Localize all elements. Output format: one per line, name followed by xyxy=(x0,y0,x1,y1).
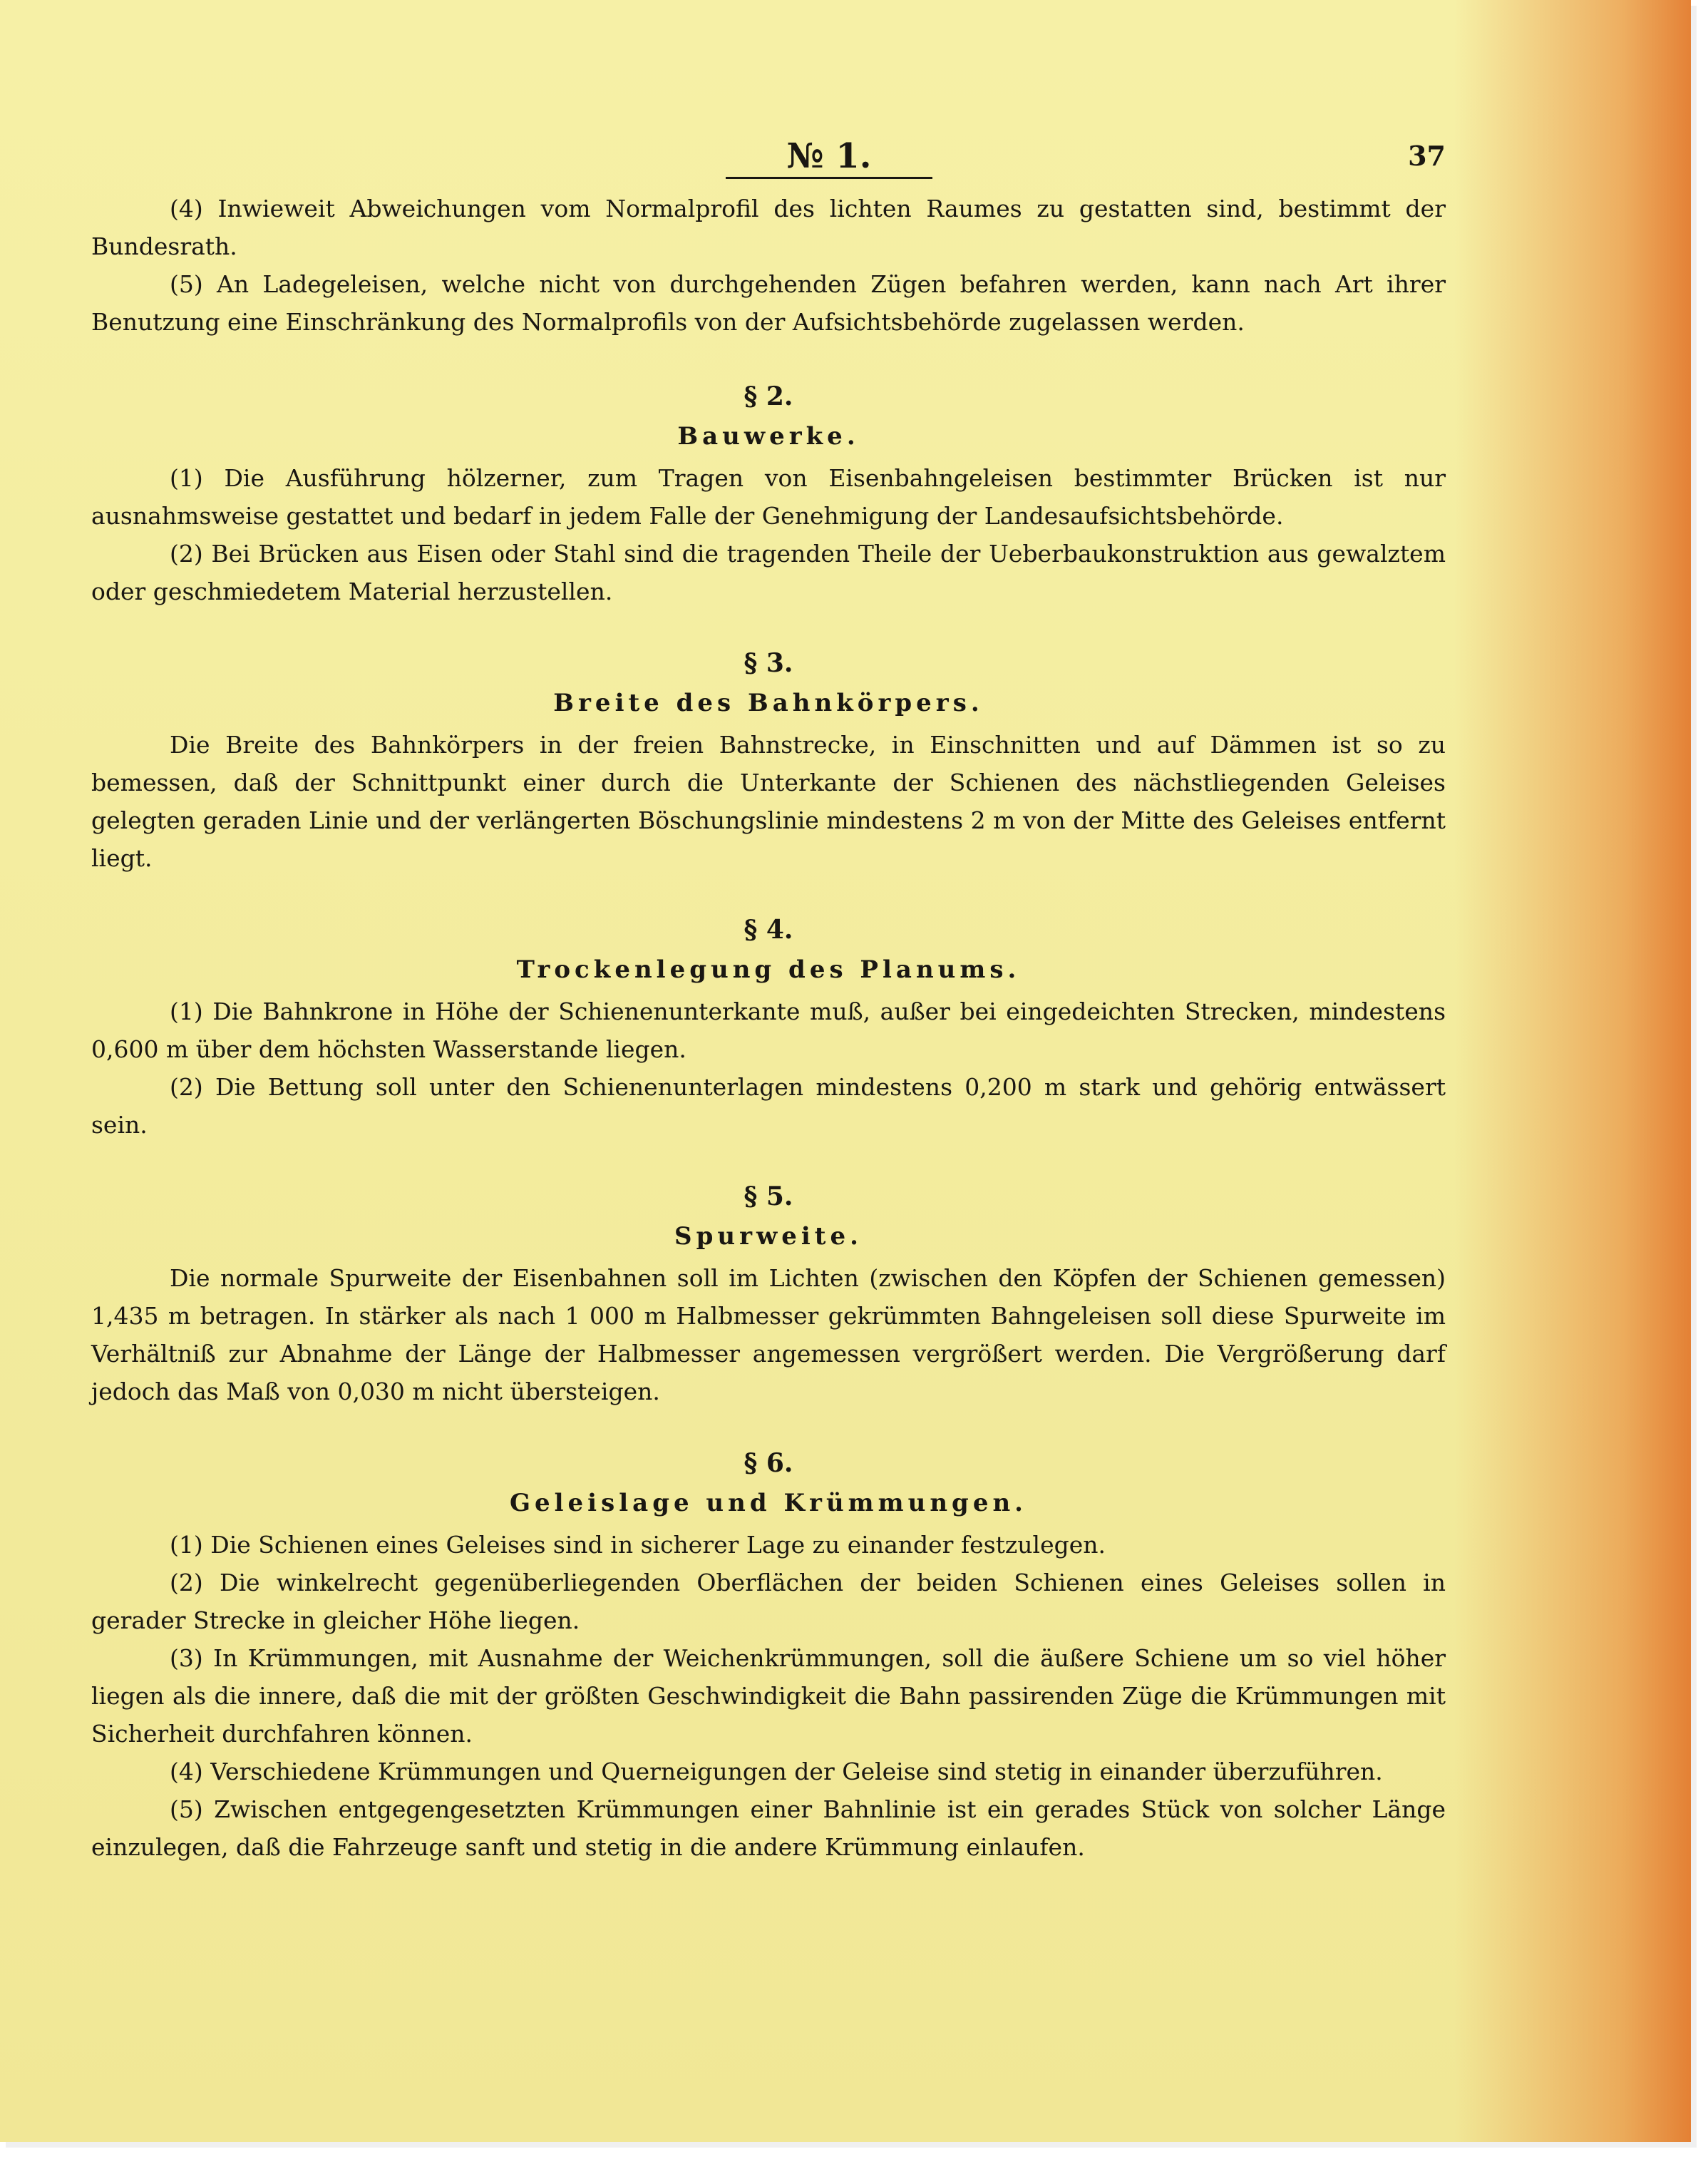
section-title-6: Geleislage und Krümmungen. xyxy=(509,1489,1028,1517)
paragraph-2-1: (1) Die Ausführung hölzerner, zum Tragen von Eisenbahngeleisen bestimmter Brücken ist nur ausnahmsweise gestattet und bedarf in jedem Falle der Genehmigung der Landesaufsichtsbehörde. xyxy=(91,464,1446,530)
paragraph-4-1: (1) Die Bahnkrone in Höhe der Schienenunterkante muß, außer bei eingedeichten Strecken, mindestens 0,600 m über dem höchsten Wasserstande liegen. xyxy=(91,998,1446,1063)
page-header xyxy=(91,135,1446,190)
section-title-3: Breite des Bahnkörpers. xyxy=(553,689,984,717)
paragraph-1-5: (5) An Ladegeleisen, welche nicht von durchgehenden Zügen befahren werden, kann nach Art ihrer Benutzung eine Einschränkung des Normalprofils von der Aufsichtsbehörde zugelassen werden. xyxy=(91,270,1446,336)
paragraph-6-4: (4) Verschiedene Krümmungen und Querneigungen der Geleise sind stetig in einander überzuführen. xyxy=(170,1758,1383,1785)
paragraph-3-1: Die Breite des Bahnkörpers in der freien Bahnstrecke, in Einschnitten und auf Dämmen ist so zu bemessen, daß der Schnittpunkt einer durch die Unterkante der Schienen des nächstliegenden Geleises gelegten geraden Linie und der verlängerten Böschungslinie mindestens 2 m von der Mitte des Geleises entfernt liegt. xyxy=(91,731,1446,872)
paragraph-6-3: (3) In Krümmungen, mit Ausnahme der Weichenkrümmungen, soll die äußere Schiene um so viel höher liegen als die innere, daß die mit der größten Geschwindigkeit die Bahn passirenden Züge die Krümmungen mit Sicherheit durchfahren können. xyxy=(91,1644,1446,1748)
paragraph-4-2: (2) Die Bettung soll unter den Schienenunterlagen mindestens 0,200 m stark und gehörig entwässert sein. xyxy=(91,1073,1446,1139)
section-number-3: § 3. xyxy=(744,648,793,678)
section-title-4: Trockenlegung des Planums. xyxy=(516,955,1021,984)
section-number-5: § 5. xyxy=(744,1181,793,1211)
section-number-6: § 6. xyxy=(744,1448,793,1478)
section-title-5: Spurweite. xyxy=(674,1222,863,1251)
section-number-2: § 2. xyxy=(744,381,793,411)
page-number: 37 xyxy=(1408,140,1446,172)
issue-number: № 1. xyxy=(726,135,932,179)
paragraph-6-5: (5) Zwischen entgegengesetzten Krümmungen einer Bahnlinie ist ein gerades Stück von solcher Länge einzulegen, daß die Fahrzeuge sanft und stetig in die andere Krümmung einlaufen. xyxy=(91,1795,1446,1861)
section-title-2: Bauwerke. xyxy=(677,422,860,451)
paragraph-1-4: (4) Inwieweit Abweichungen vom Normalprofil des lichten Raumes zu gestatten sind, bestimmt der Bundesrath. xyxy=(91,195,1446,260)
paragraph-2-2: (2) Bei Brücken aus Eisen oder Stahl sind die tragenden Theile der Ueberbaukonstruktion aus gewalztem oder geschmiedetem Material herzustellen. xyxy=(91,540,1446,605)
paragraph-5-1: Die normale Spurweite der Eisenbahnen soll im Lichten (zwischen den Köpfen der Schienen gemessen) 1,435 m betragen. In stärker als nach 1 000 m Halbmesser gekrümmten Bahngeleisen soll diese Spurweite im Verhältniß zur Abnahme der Länge der Halbmesser angemessen vergrößert werden. Die Vergrößerung darf jedoch das Maß von 0,030 m nicht übersteigen. xyxy=(91,1264,1446,1405)
page-content xyxy=(91,135,1446,1866)
section-number-4: § 4. xyxy=(744,915,793,945)
paragraph-6-2: (2) Die winkelrecht gegenüberliegenden Oberflächen der beiden Schienen eines Geleises sollen in gerader Strecke in gleicher Höhe liegen. xyxy=(91,1569,1446,1634)
paragraph-6-1: (1) Die Schienen eines Geleises sind in sicherer Lage zu einander festzulegen. xyxy=(170,1531,1106,1559)
